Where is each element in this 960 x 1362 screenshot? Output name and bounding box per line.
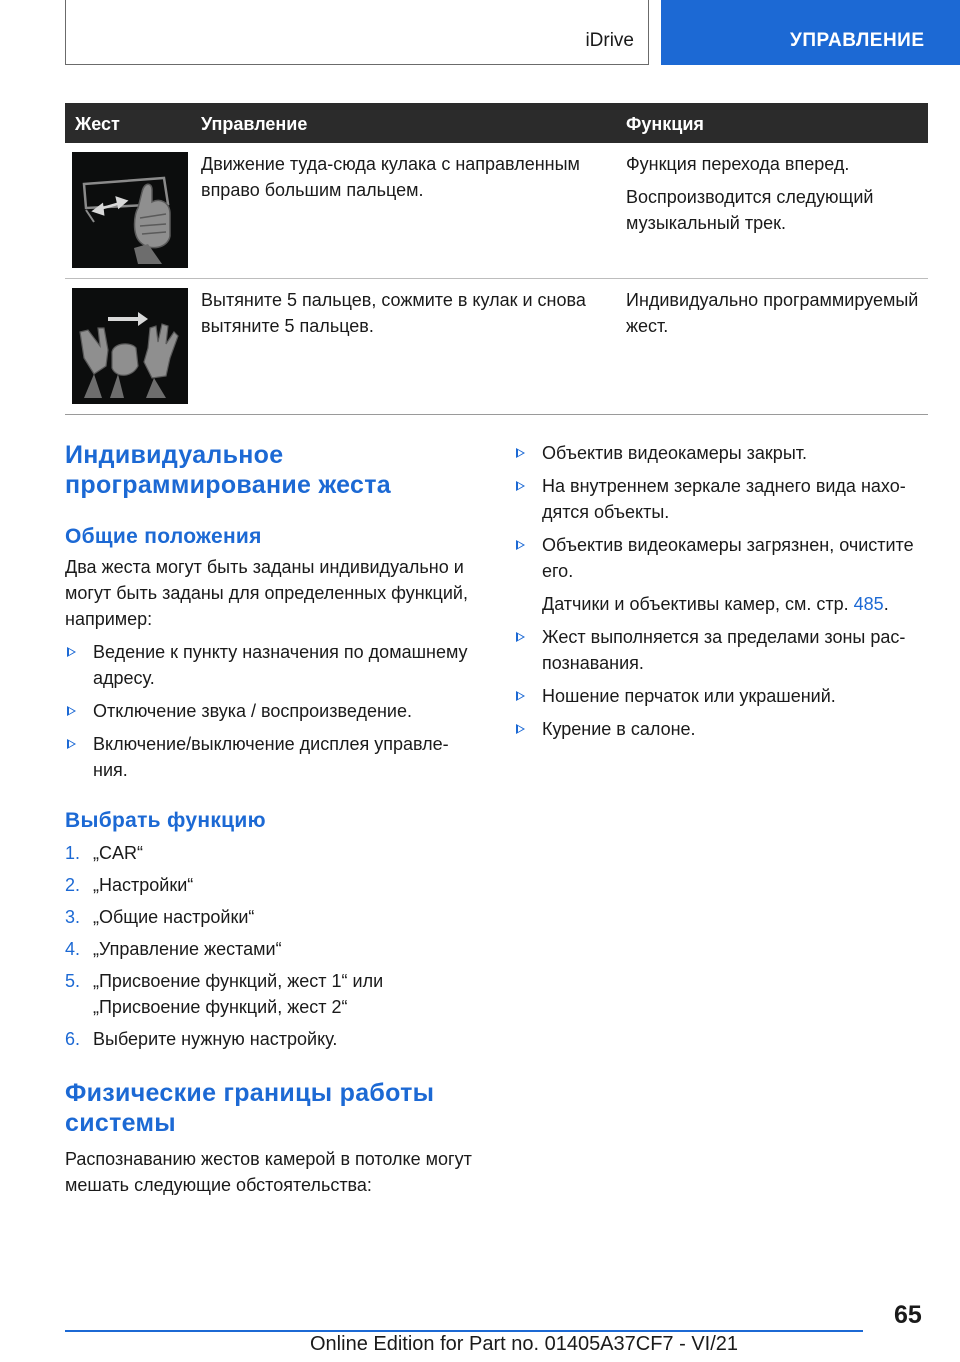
triangle-bullet-icon (67, 647, 76, 657)
page-link-485[interactable]: 485 (853, 594, 884, 614)
list-item: Отключение звука / воспроизведение. (65, 698, 475, 724)
list-item: Курение в салоне. (514, 716, 928, 742)
triangle-bullet-icon (516, 540, 525, 550)
list-item: 3. „Общие настройки“ (65, 907, 255, 927)
list-item: 5. „Присвоение функций, жест 1“ или „Присвоение функций, жест 2“ (65, 971, 384, 1017)
list-item: Объектив видеокамеры загрязнен, очистите его. (514, 532, 928, 584)
list-item: 2. „Настройки“ (65, 875, 194, 895)
list-item: На внутреннем зеркале заднего вида находятся объекты. (514, 473, 928, 525)
list-item: 4. „Управление жестами“ (65, 939, 282, 959)
row1-control: Движение туда-сюда кулака с направленным вправо большим пальцем. (201, 154, 580, 200)
list-item: Ведение к пункту назначения по домашнему адресу. (65, 639, 475, 691)
subsection-title-general: Общие положения (65, 525, 262, 548)
triangle-bullet-icon (516, 632, 525, 642)
fist-thumb-swipe-gesture-icon (72, 152, 188, 268)
gesture-table (65, 103, 928, 415)
right-column (514, 440, 928, 742)
triangle-bullet-icon (516, 691, 525, 701)
five-fingers-fist-gesture-icon (72, 288, 188, 404)
table-header (65, 103, 928, 143)
steps-list (65, 840, 475, 1052)
header-chapter-tab (661, 0, 960, 65)
list-item: Жест выполняется за пределами зоны распознавания. (514, 624, 928, 676)
row1-function: Функция перехода вперед. Воспроизводится следующий музыкальный трек. (626, 154, 874, 233)
list-item: 1. „CAR“ (65, 843, 143, 863)
footer-divider (65, 1330, 863, 1332)
col-header-gesture: Жест (75, 114, 120, 134)
triangle-bullet-icon (516, 448, 525, 458)
row2-control: Вытяните 5 пальцев, сожмите в кулак и снова вытяните 5 пальцев. (201, 290, 586, 336)
general-text: Два жеста могут быть заданы индивидуально и могут быть заданы для определенных функций, например: (65, 557, 468, 629)
left-column (65, 440, 475, 1198)
limits-text: Распознаванию жестов камерой в потолке могут мешать следующие обстоятельства: (65, 1149, 472, 1195)
triangle-bullet-icon (67, 739, 76, 749)
footer-edition: Online Edition for Part no. 01405A37CF7 - VI/21 (310, 1333, 739, 1355)
col-header-function: Функция (626, 114, 704, 134)
col-header-control: Управление (201, 114, 308, 134)
list-item: Объектив видеокамеры закрыт. (514, 440, 928, 466)
triangle-bullet-icon (516, 481, 525, 491)
general-bullet-list (65, 639, 475, 783)
subsection-title-select-function: Выбрать функцию (65, 809, 266, 832)
page-number: 65 (894, 1301, 922, 1329)
table-row (65, 143, 928, 279)
header-section: iDrive (585, 30, 634, 51)
section-title-custom-gesture: Индивидуальное программирование жеста (65, 441, 392, 499)
list-item: Включение/выключение дисплея управления. (65, 731, 475, 783)
section-title-system-limits: Физические границы работы системы (65, 1079, 435, 1137)
triangle-bullet-icon (516, 724, 525, 734)
sensors-note: Датчики и объективы камер, см. стр. 485. (542, 594, 889, 614)
list-item: 6. Выберите нужную настройку. (65, 1029, 338, 1049)
table-row (65, 279, 928, 415)
header-left-box (65, 0, 649, 65)
list-item: Ношение перчаток или украшений. (514, 683, 928, 709)
triangle-bullet-icon (67, 706, 76, 716)
row2-function: Индивидуально программируемый жест. (626, 290, 919, 336)
header-chapter: УПРАВЛЕНИЕ (790, 30, 925, 51)
